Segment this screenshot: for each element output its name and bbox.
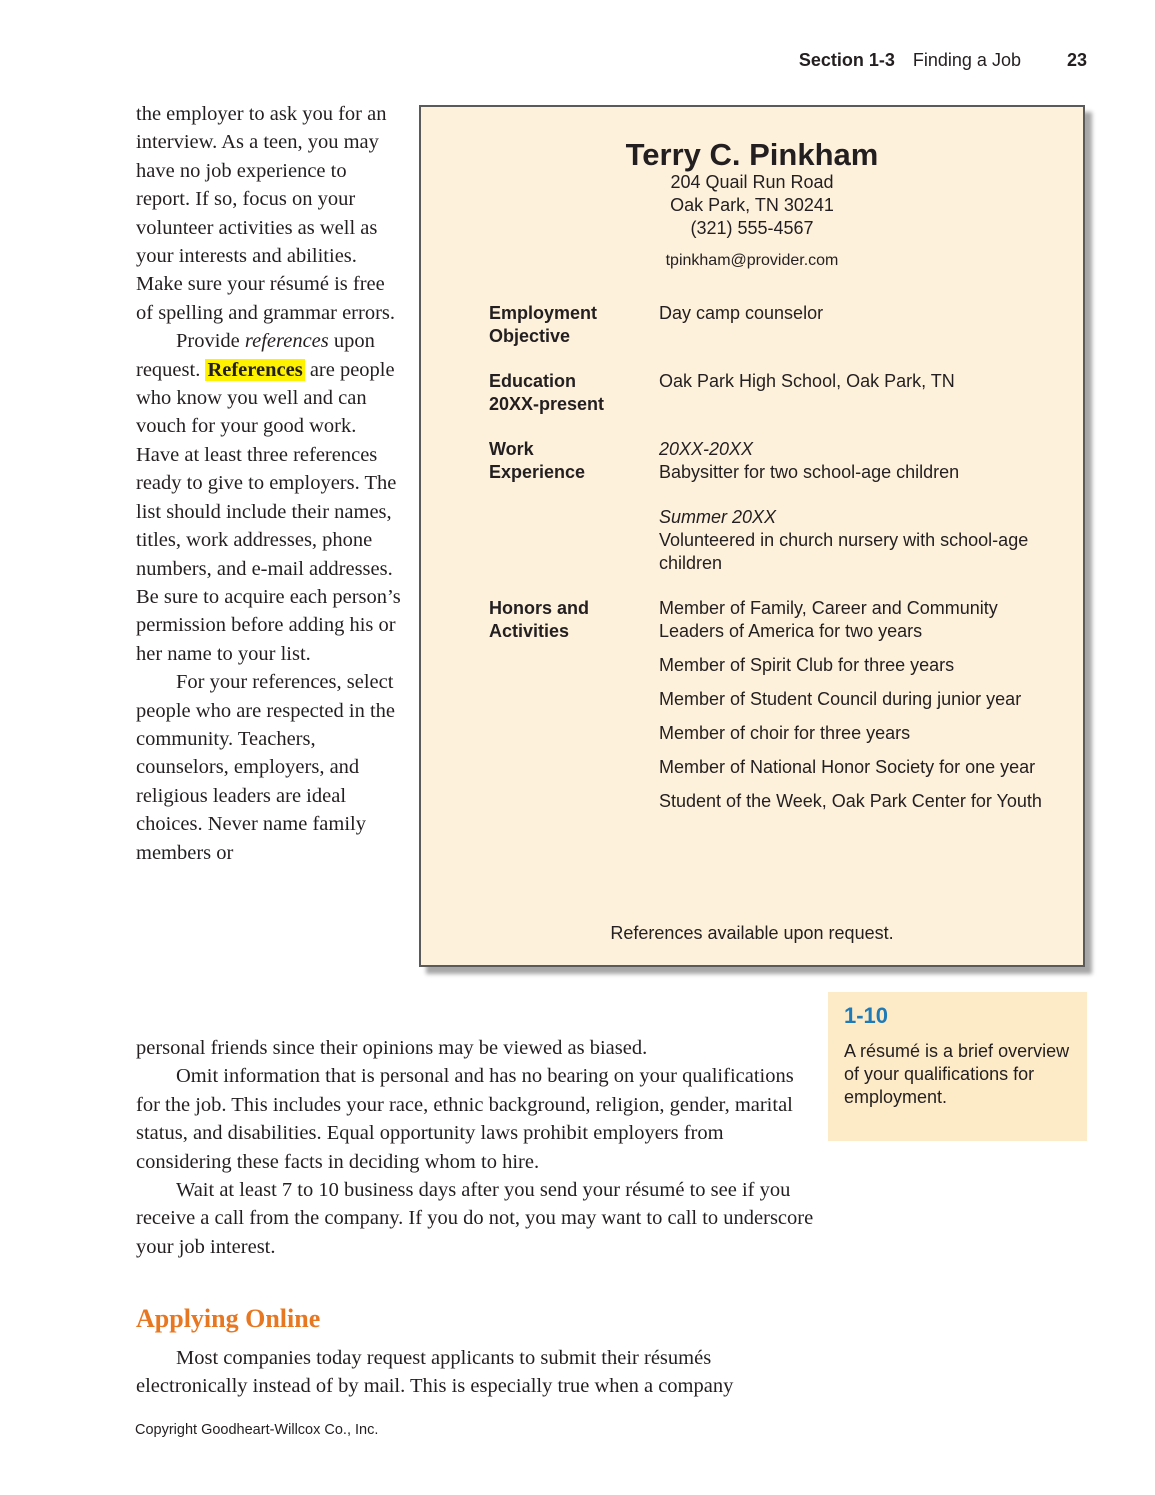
paragraph-3-continued: personal friends since their opinions may be viewed as biased. <box>136 1037 648 1059</box>
honor-item: Student of the Week, Oak Park Center for Youth <box>659 791 1042 811</box>
page-number: 23 <box>1066 50 1087 70</box>
paragraph-3: For your references, select people who are respected in the community. Teachers, counselors, employers, and religious leaders are ideal choices. Never name family members or <box>136 671 395 864</box>
honor-item: Member of Spirit Club for three years <box>659 655 955 675</box>
body-column-narrow <box>136 100 404 867</box>
resume-education-label: Education 20XX-present <box>489 371 605 414</box>
resume-work-value <box>659 438 1043 575</box>
paragraph-1: the employer to ask you for an interview. As a teen, you may have no job experience to report. If so, focus on your volunteer activities as well as your interests and abilities. Make sure your résumé is free of spelling and grammar errors. <box>136 103 396 324</box>
resume-figure <box>419 105 1085 967</box>
key-term-definition: A résumé is a brief overview of your qualifications for employment. <box>844 1041 1070 1107</box>
resume-name: Terry C. Pinkham <box>625 137 879 172</box>
resume-objective-label: Employment Objective <box>489 303 598 346</box>
copyright-footer: Copyright Goodheart-Willcox Co., Inc. <box>135 1422 379 1438</box>
resume-phone: (321) 555-4567 <box>690 218 814 238</box>
honor-item: Member of choir for three years <box>659 723 911 743</box>
honor-item: Member of Family, Career and Community Leaders of America for two years <box>659 598 998 641</box>
heading-applying-online: Applying Online <box>136 1304 321 1333</box>
paragraph-6: Most companies today request applicants to submit their résumés electronically instead of by mail. This is especially true when a company <box>136 1347 734 1398</box>
resume-email: tpinkham@provider.com <box>665 252 839 269</box>
resume-honors-label: Honors and Activities <box>489 598 590 641</box>
key-term-number: 1-10 <box>844 1003 889 1028</box>
honor-item: Member of Student Council during junior year <box>659 689 1022 709</box>
paragraph-4: Omit information that is personal and has no bearing on your qualifications for the job. This includes your race, ethnic background, religion, gender, marital status, and disabilities. Equal opportunity laws prohibit employers from considering these facts in deciding whom to hire. <box>136 1065 794 1173</box>
section-number: Section 1-3 <box>798 50 895 70</box>
job-2-dates: Summer 20XX <box>659 507 777 527</box>
section-title: Finding a Job <box>912 50 1021 70</box>
resume-education-value: Oak Park High School, Oak Park, TN <box>659 371 955 391</box>
resume-honors-list <box>659 597 1043 813</box>
key-term-references: References <box>207 358 303 381</box>
resume-references-note: References available upon request. <box>610 923 894 943</box>
paragraph-5: Wait at least 7 to 10 business days after you send your résumé to see if you receive a call from the company. If you do not, you may want to call to underscore your job interest. <box>136 1179 814 1258</box>
job-1-dates: 20XX-20XX <box>659 439 754 459</box>
body-column-wide <box>136 1034 816 1261</box>
key-term-sidebar <box>828 992 1087 1141</box>
resume-address-line-2: Oak Park, TN 30241 <box>670 195 834 215</box>
running-header <box>799 50 1087 71</box>
body-column-applying-online <box>136 1344 816 1401</box>
resume-objective-value: Day camp counselor <box>659 303 824 323</box>
job-2-description: Volunteered in church nursery with school-age children <box>659 530 1029 573</box>
resume-address-line-1: 204 Quail Run Road <box>670 172 834 192</box>
references-italic: references <box>244 330 329 353</box>
job-1-description: Babysitter for two school-age children <box>659 462 960 482</box>
resume-contact <box>421 171 1083 240</box>
paragraph-2: Provide references upon request. References are people who know you well and can vouch for your good work. Have at least three references ready to give to employers. The list should include their names, titles, work addresses, phone numbers, and e-mail addresses. Be sure to acquire each person’s permission before adding his or her name to your list. <box>136 330 401 665</box>
honor-item: Member of National Honor Society for one year <box>659 757 1036 777</box>
resume-work-label: Work Experience <box>489 439 586 482</box>
